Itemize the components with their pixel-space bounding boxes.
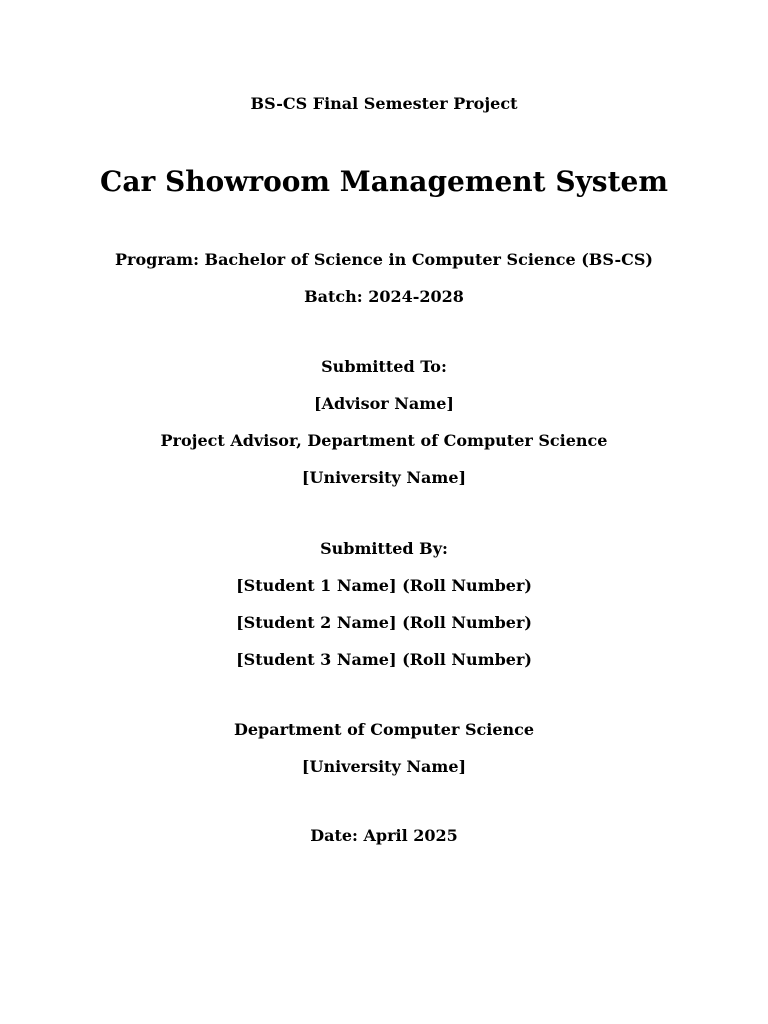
project-subtitle: BS-CS Final Semester Project: [250, 94, 518, 113]
submission-date: Date: April 2025: [310, 826, 458, 845]
department-name: Department of Computer Science: [233, 720, 535, 739]
submitted-to-heading: Submitted To:: [321, 357, 447, 376]
advisor-role: Project Advisor, Department of Computer Science: [160, 431, 608, 450]
project-title: Car Showroom Management System: [100, 165, 668, 198]
student-2: [Student 2 Name] (Roll Number): [236, 613, 532, 632]
advisor-name: [Advisor Name]: [314, 394, 454, 413]
batch-line: Batch: 2024-2028: [304, 287, 464, 306]
program-line: Program: Bachelor of Science in Computer Science (BS-CS): [115, 250, 653, 269]
student-3: [Student 3 Name] (Roll Number): [236, 650, 532, 669]
advisor-university: [University Name]: [301, 468, 467, 487]
submitted-by-heading: Submitted By:: [320, 539, 448, 558]
student-1: [Student 1 Name] (Roll Number): [236, 576, 532, 595]
footer-university: [University Name]: [301, 757, 467, 776]
